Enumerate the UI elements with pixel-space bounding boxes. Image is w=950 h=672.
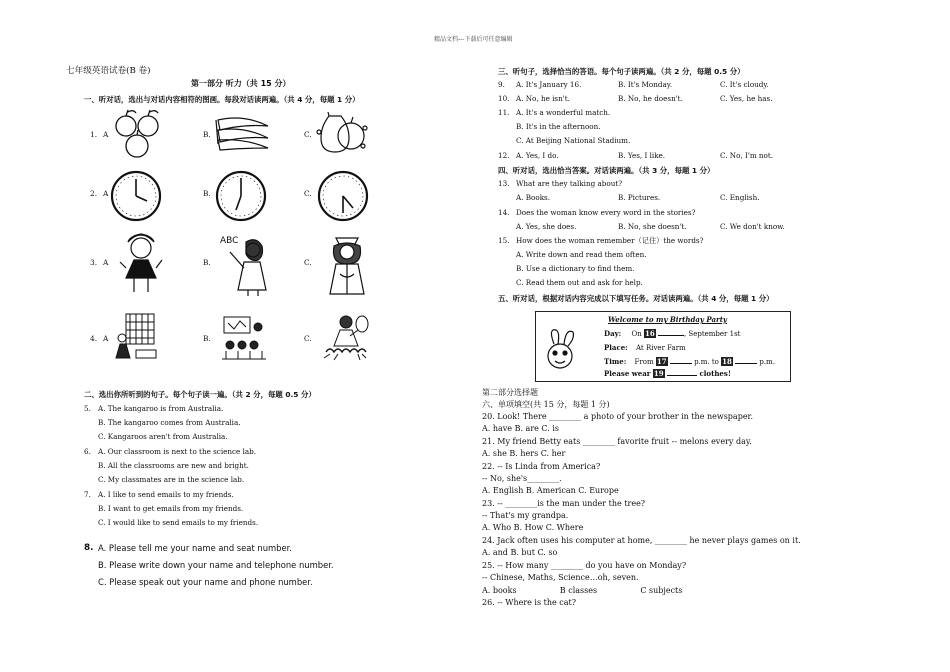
q7-option-b: B. I want to get emails from my friends. <box>98 504 244 513</box>
section2-heading: 二、选出你所听到的句子。每个句子读一遍。（共 2 分，每题 0.5 分） <box>84 390 316 399</box>
q21-options: A. she B. hers C. her <box>482 449 566 458</box>
q2-number: 2. <box>90 189 98 198</box>
q9-option-a: A. It's January 16. <box>516 80 582 89</box>
q6-option-b: B. All the classrooms are new and bright. <box>98 461 249 470</box>
q23-options: A. Who B. How C. Where <box>482 523 584 532</box>
q12-option-b: B. Yes, I like. <box>618 151 666 160</box>
section6-heading: 六、单项填空(共 15 分，每题 1 分) <box>482 400 610 409</box>
time-blank2-line[interactable] <box>735 363 757 364</box>
q21-stem: 21. My friend Betty eats ________ favorite fruit -- melons every day. <box>482 437 752 446</box>
q25-stem: 25. -- How many ________ do you have on Monday? <box>482 561 687 570</box>
time-label: Time: <box>604 357 627 366</box>
section3-heading: 三、听句子，选择恰当的答语。每个句子读两遍。（共 2 分，每题 0.5 分） <box>498 67 745 76</box>
q11-option-b: B. It's in the afternoon. <box>516 122 601 131</box>
q1-option-a: A <box>103 130 109 139</box>
q3-option-a: A <box>103 258 109 267</box>
day-blank-line[interactable] <box>658 335 684 336</box>
cartoon-rabbit-icon <box>542 328 578 372</box>
q9-option-c: C. It's cloudy. <box>720 80 769 89</box>
q3-number: 3. <box>90 258 98 267</box>
q6-option-a: A. Our classroom is next to the science lab. <box>98 447 257 456</box>
q15-option-a: A. Write down and read them often. <box>516 250 647 259</box>
section1-heading: 一、听对话，选出与对话内容相符的图画。每段对话读两遍。（共 4 分，每题 1 分） <box>84 95 360 104</box>
q4-number: 4. <box>90 334 98 343</box>
q25-options: A. books B classes C subjects <box>482 586 683 595</box>
q10-option-b: B. No, he doesn't. <box>618 94 683 103</box>
q5-option-a: A. The kangaroo is from Australia. <box>98 404 224 413</box>
q9-number: 9. <box>498 80 505 89</box>
q5-option-b: B. The kangaroo comes from Australia. <box>98 418 241 427</box>
section5-heading: 五、听对话，根据对话内容完成以下填写任务。对话读两遍。（共 4 分，每题 1 分） <box>498 294 774 303</box>
q8-option-c: C. Please speak out your name and phone number. <box>98 577 313 587</box>
section4-heading: 四、听对话，选出恰当答案。对话读两遍。（共 3 分，每题 1 分） <box>498 166 715 175</box>
q13-option-a: A. Books. <box>516 193 551 202</box>
day-blank-number: 16 <box>644 329 655 338</box>
nurse-icon <box>320 230 374 298</box>
q12-option-c: C. No, I'm not. <box>720 151 774 160</box>
wear-blank-line[interactable] <box>667 375 697 376</box>
place-label: Place: <box>604 343 628 352</box>
wear-label: Please wear <box>604 369 651 378</box>
time-blank1-line[interactable] <box>670 363 692 364</box>
q13-option-b: B. Pictures. <box>618 193 661 202</box>
q13-stem: What are they talking about? <box>516 179 623 188</box>
part2-title: 第二部分选择题 <box>482 388 538 397</box>
q15-option-b: B. Use a dictionary to find them. <box>516 264 635 273</box>
invitation-day-row <box>604 329 741 338</box>
q20-options: A. have B. are C. is <box>482 424 560 433</box>
wear-rest: clothes! <box>699 369 731 378</box>
pear-and-orange-icon <box>315 110 369 160</box>
q6-number: 6. <box>84 447 91 456</box>
q15-number: 15. <box>498 236 510 245</box>
library-scene-icon <box>112 312 158 360</box>
q13-option-c: C. English. <box>720 193 760 202</box>
q23-stem: 23. -- ________is the man under the tree? <box>482 499 646 508</box>
q7-option-a: A. I like to send emails to my friends. <box>98 490 234 499</box>
q2-option-b: B. <box>203 189 211 198</box>
q14-stem: Does the woman know every word in the stories? <box>516 208 696 217</box>
invitation-time-row <box>604 357 775 366</box>
q15-stem: How does the woman remember（记住）the words? <box>516 236 704 245</box>
q26-stem: 26. -- Where is the cat? <box>482 598 577 607</box>
q1-number: 1. <box>90 130 98 139</box>
place-value: At River Farm <box>636 344 686 352</box>
q5-option-c: C. Kangaroos aren't from Australia. <box>98 432 228 441</box>
q25-response: -- Chinese, Maths, Science…oh, seven. <box>482 573 639 582</box>
q12-option-a: A. Yes, I do. <box>516 151 559 160</box>
q14-option-c: C. We don't know. <box>720 222 785 231</box>
time-blank2-number: 18 <box>722 357 732 366</box>
q1-option-b: B. <box>203 130 211 139</box>
q4-option-b: B. <box>203 334 211 343</box>
invitation-place-row <box>604 343 686 352</box>
q23-response: -- That's my grandpa. <box>482 511 569 520</box>
q1-option-c: C. <box>304 130 312 139</box>
q6-option-c: C. My classmates are in the science lab. <box>98 475 245 484</box>
classroom-scene-icon <box>218 315 268 361</box>
q14-option-b: B. No, she doesn't. <box>618 222 687 231</box>
svg-text:ABC: ABC <box>220 236 239 246</box>
invitation-title: Welcome to my Birthday Party <box>608 315 728 324</box>
q4-option-c: C. <box>304 334 312 343</box>
q22-response: -- No, she's________. <box>482 474 562 483</box>
q10-option-c: C. Yes, he has. <box>720 94 773 103</box>
invitation-wear-row <box>604 369 731 378</box>
q22-options: A. English B. American C. Europe <box>482 486 619 495</box>
q20-stem: 20. Look! There ________ a photo of your brother in the newspaper. <box>482 412 754 421</box>
time-pm2: p.m. <box>759 358 775 366</box>
q7-number: 7. <box>84 490 91 499</box>
q15-option-c: C. Read them out and ask for help. <box>516 278 643 287</box>
girl-with-racket-icon <box>320 312 370 362</box>
q7-option-c: C. I would like to send emails to my friends. <box>98 518 259 527</box>
q10-option-a: A. No, he isn't. <box>516 94 570 103</box>
q11-option-a: A. It's a wonderful match. <box>516 108 611 117</box>
page-header: 精品文档---下载后可任意编辑 <box>434 36 513 43</box>
q2-option-c: C. <box>304 189 312 198</box>
q14-option-a: A. Yes, she does. <box>516 222 577 231</box>
wear-blank-number: 19 <box>653 369 664 378</box>
q14-number: 14. <box>498 208 510 217</box>
clock-a-icon <box>110 170 162 222</box>
q12-number: 12. <box>498 151 510 160</box>
birthday-invitation-card <box>535 311 791 382</box>
q4-option-a: A <box>103 334 109 343</box>
day-rest: , September 1st <box>683 330 741 338</box>
q24-stem: 24. Jack often uses his computer at home, ________ he never plays games on it. <box>482 536 801 545</box>
q24-options: A. and B. but C. so <box>482 548 558 557</box>
time-blank1-number: 17 <box>656 357 667 366</box>
q11-option-c: C. At Beijing National Stadium. <box>516 136 631 145</box>
student-girl-icon <box>116 228 166 298</box>
clock-c-icon <box>317 170 369 222</box>
q10-number: 10. <box>498 94 510 103</box>
q8-option-a: A. Please tell me your name and seat number. <box>98 543 292 553</box>
clock-b-icon <box>215 170 267 222</box>
q9-option-b: B. It's Monday. <box>618 80 673 89</box>
part1-title: 第一部分 听力（共 15 分） <box>191 79 291 88</box>
paper-title: 七年级英语试卷(B 卷) <box>66 66 151 76</box>
time-from: From <box>634 358 654 366</box>
q13-number: 13. <box>498 179 510 188</box>
q3-option-c: C. <box>304 258 312 267</box>
q3-option-b: B. <box>203 258 211 267</box>
teacher-icon <box>218 232 274 298</box>
bananas-icon <box>214 112 272 156</box>
q22-stem: 22. -- Is Linda from America? <box>482 462 601 471</box>
q8-number: 8. <box>84 543 94 553</box>
day-label: Day: <box>604 329 622 338</box>
day-on: On <box>631 330 642 338</box>
q2-option-a: A <box>103 189 109 198</box>
q5-number: 5. <box>84 404 91 413</box>
q11-number: 11. <box>498 108 510 117</box>
time-pm1: p.m. to <box>694 358 719 366</box>
q8-option-b: B. Please write down your name and telephone number. <box>98 560 334 570</box>
apples-icon <box>110 108 166 162</box>
